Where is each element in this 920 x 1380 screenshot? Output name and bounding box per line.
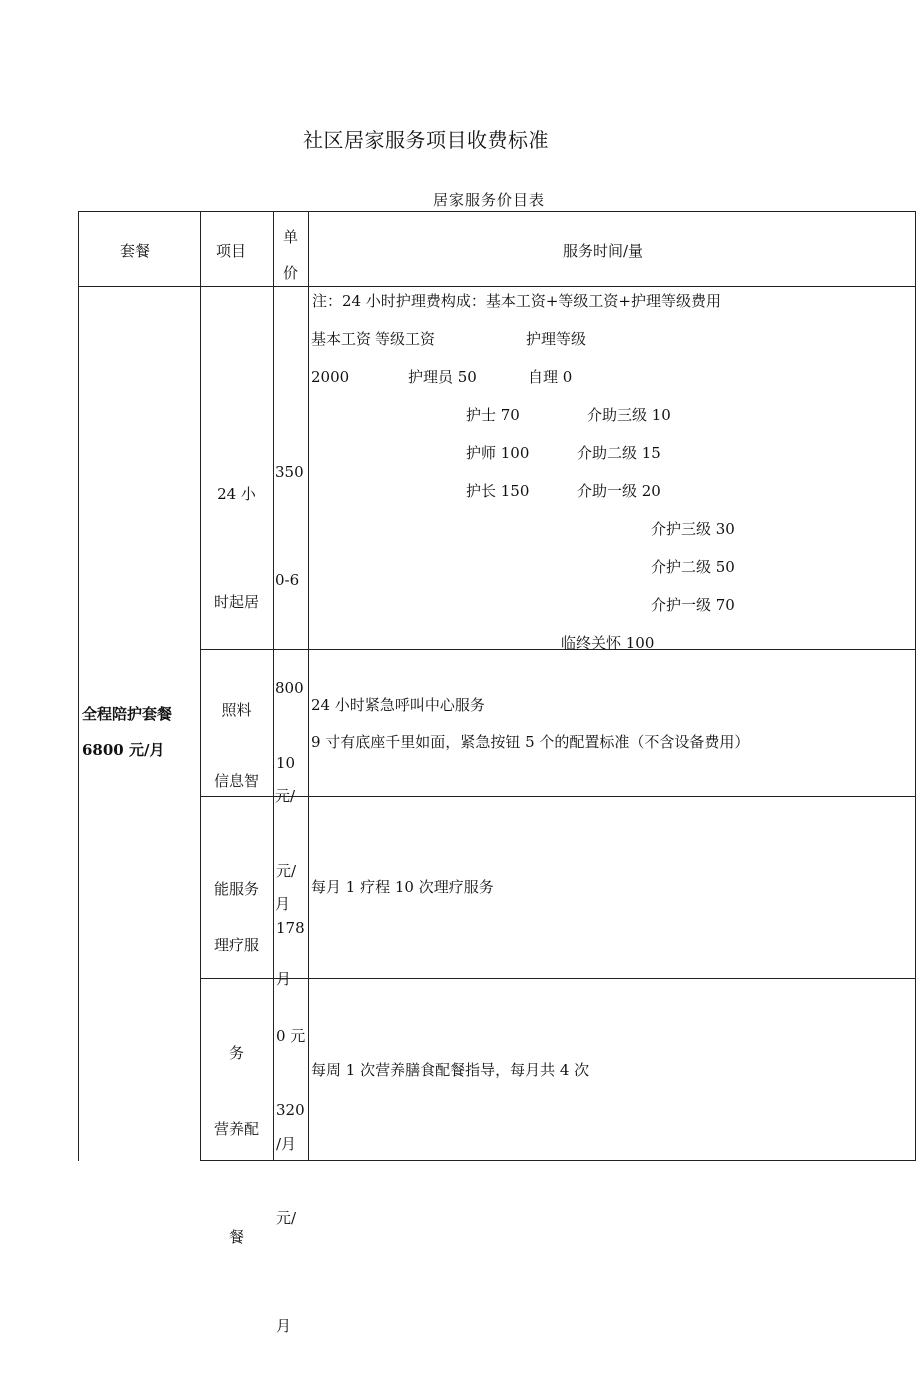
- package-price: 6800 元/月: [82, 741, 165, 759]
- header-item: 项目: [216, 242, 247, 260]
- header-service: 服务时间/量: [563, 242, 644, 260]
- fee-note: 注：24 小时护理费构成：基本工资+等级工资+护理等级费用: [312, 292, 721, 310]
- price-24h-care: 350 0-6 800 元/ 月: [275, 463, 304, 913]
- package-name: 全程陪护套餐: [82, 705, 173, 723]
- table-caption: 居家服务价目表: [433, 191, 546, 209]
- care-level-item: 介助一级 20: [577, 482, 661, 500]
- table-border-right: [915, 211, 916, 1161]
- col-base-salary: 基本工资: [311, 330, 372, 348]
- service-line: 每周 1 次营养膳食配餐指导，每月共 4 次: [311, 1061, 590, 1079]
- col-care-level: 护理等级: [526, 330, 587, 348]
- care-level-item: 介护一级 70: [651, 596, 735, 614]
- grade-item: 护师 100: [466, 444, 530, 462]
- care-level-item: 介护二级 50: [651, 558, 735, 576]
- care-level-item: 临终关怀 100: [561, 634, 655, 652]
- item-therapy: 理疗服 务: [213, 936, 259, 1062]
- header-price-line2: 价: [283, 264, 299, 282]
- care-level-item: 介护三级 30: [651, 520, 735, 538]
- item-smart-service: 信息智 能服务: [213, 772, 259, 898]
- table-border-top: [78, 211, 916, 212]
- col-grade-salary: 等级工资: [375, 330, 436, 348]
- page-title: 社区居家服务项目收费标准: [303, 128, 549, 152]
- care-level-item: 自理 0: [528, 368, 573, 386]
- column-divider: [308, 211, 309, 1161]
- price-therapy: 178 0 元 /月: [276, 919, 306, 1153]
- grade-item: 护士 70: [466, 406, 520, 424]
- column-divider: [273, 211, 274, 1161]
- grade-item: 护理员 50: [408, 368, 477, 386]
- table-border-left: [78, 211, 79, 1161]
- service-line: 每月 1 疗程 10 次理疗服务: [311, 878, 494, 896]
- grade-item: 护长 150: [466, 482, 530, 500]
- item-24h-care: 24 小 时起居 照料: [213, 485, 259, 719]
- care-level-item: 介助二级 15: [577, 444, 661, 462]
- care-level-item: 介助三级 10: [587, 406, 671, 424]
- price-smart-service: 10 元/ 月: [276, 754, 297, 988]
- price-nutrition: 320 元/ 月: [276, 1101, 305, 1335]
- header-package: 套餐: [120, 242, 151, 260]
- item-nutrition: 营养配 餐: [213, 1120, 259, 1246]
- base-salary-value: 2000: [311, 368, 350, 386]
- service-line: 9 寸有底座千里如面，紧急按钮 5 个的配置标准（不含设备费用）: [311, 733, 750, 751]
- header-price-line1: 单: [283, 228, 299, 246]
- service-line: 24 小时紧急呼叫中心服务: [311, 696, 485, 714]
